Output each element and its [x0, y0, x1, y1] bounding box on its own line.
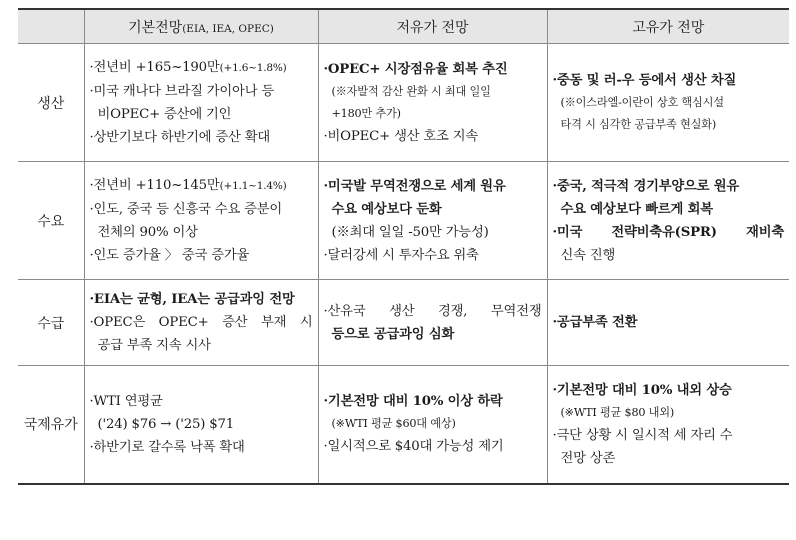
line-text: ·중국, 적극적 경기부양으로 원유	[552, 178, 740, 194]
line-text: 수요 예상보다 둔화	[331, 201, 442, 217]
line-text: ·미국 캐나다 브라질 가이아나 등	[89, 84, 275, 99]
bullet-line	[90, 198, 313, 221]
cell-low	[318, 44, 547, 162]
line-text: ·기본전망 대비 10% 이상 하락	[323, 394, 503, 410]
line-text: ·일시적으로 $40대 가능성 제기	[323, 439, 504, 455]
bullet-line	[90, 174, 313, 198]
bullet-line	[324, 300, 542, 323]
line-percent-range: (+1.1~1.4%)	[219, 180, 287, 192]
header-base-outlook-label: 기본전망	[128, 19, 183, 36]
row-supply-demand	[18, 280, 789, 366]
note-line	[553, 114, 785, 136]
cell-high	[547, 44, 789, 162]
bullet-line	[90, 436, 313, 459]
row-label: 수요	[18, 162, 84, 280]
cell-low	[318, 366, 547, 484]
line-text: (※이스라엘-이란이 상호 핵심시설	[560, 96, 724, 109]
bullet-line	[90, 103, 313, 126]
note-line	[324, 413, 542, 435]
line-text: ·EIA는 균형, IEA는 공급과잉 전망	[89, 292, 295, 307]
bullet-line	[324, 435, 542, 458]
line-text: ·전년비 +110~145만	[89, 178, 220, 193]
header-row	[18, 9, 789, 44]
line-percent-range: (+1.6~1.8%)	[219, 62, 287, 74]
cell-base	[84, 366, 318, 484]
bullet-line	[90, 390, 313, 413]
oil-outlook-table	[18, 8, 789, 485]
bullet-line	[324, 221, 542, 244]
bullet-line	[553, 379, 785, 402]
line-text: (※자발적 감산 완화 시 최대 일일	[331, 84, 491, 98]
note-line	[324, 103, 542, 125]
header-category	[18, 9, 84, 44]
bullet-line	[324, 244, 542, 267]
line-text: (※최대 일일 -50만 가능성)	[331, 224, 489, 240]
cell-high	[547, 366, 789, 484]
bullet-line	[90, 221, 313, 244]
line-text: ('24) $76 → ('25) $71	[97, 416, 235, 432]
line-text: ·산유국 생산 경쟁, 무역전쟁	[323, 303, 542, 319]
bullet-line	[324, 175, 542, 198]
bullet-line	[553, 311, 785, 334]
bullet-line	[324, 125, 542, 148]
line-text: ·극단 상황 시 일시적 세 자리 수	[552, 427, 733, 443]
bullet-line	[324, 58, 542, 81]
note-line	[553, 402, 785, 424]
line-text: ·하반기로 갈수록 낙폭 확대	[89, 439, 245, 455]
bullet-line	[90, 334, 313, 357]
line-text: 공급 부족 지속 시사	[97, 338, 211, 353]
line-text: ·인도 증가율 〉 중국 증가율	[89, 248, 250, 263]
bullet-line	[553, 221, 785, 244]
bullet-line	[553, 447, 785, 470]
row-demand	[18, 162, 789, 280]
line-text: 비OPEC+ 증산에 기인	[97, 107, 232, 122]
line-text: ·인도, 중국 등 신흥국 수요 증분이	[89, 202, 283, 217]
line-text: 타격 시 심각한 공급부족 현실화)	[560, 118, 716, 131]
bullet-line	[90, 244, 313, 267]
line-text: (※WTI 평균 $80 내외)	[560, 405, 675, 419]
note-line	[553, 92, 785, 114]
line-text: ·중동 및 러-우 등에서 생산 차질	[552, 73, 737, 88]
row-label: 생산	[18, 44, 84, 162]
bullet-line	[324, 323, 542, 346]
bullet-line	[553, 69, 785, 92]
line-text: ·전년비 +165~190만	[89, 60, 220, 75]
cell-low	[318, 162, 547, 280]
cell-high	[547, 162, 789, 280]
line-text: (※WTI 평균 $60대 예상)	[331, 417, 456, 431]
line-text: ·비OPEC+ 생산 호조 지속	[323, 128, 478, 144]
bullet-line	[553, 175, 785, 198]
line-text: ·OPEC은 OPEC+ 증산 부재 시	[89, 315, 313, 330]
header-high-price-outlook: 고유가 전망	[547, 9, 789, 44]
line-text: ·상반기보다 하반기에 증산 확대	[89, 130, 270, 145]
cell-base	[84, 44, 318, 162]
row-label: 수급	[18, 280, 84, 366]
cell-high	[547, 280, 789, 366]
line-text: 수요 예상보다 빠르게 회복	[560, 201, 713, 217]
header-base-outlook-sources: (EIA, IEA, OPEC)	[182, 22, 274, 35]
row-production	[18, 44, 789, 162]
bullet-line	[553, 244, 785, 267]
bullet-line	[90, 413, 313, 436]
cell-base	[84, 162, 318, 280]
row-label: 국제유가	[18, 366, 84, 484]
line-text: 신속 진행	[560, 247, 616, 263]
cell-low	[318, 280, 547, 366]
line-text: ·WTI 연평균	[89, 393, 163, 409]
bullet-line	[90, 80, 313, 103]
line-text: ·OPEC+ 시장점유율 회복 추진	[323, 61, 508, 77]
bullet-line	[90, 288, 313, 311]
line-text: ·미국발 무역전쟁으로 세계 원유	[323, 178, 506, 194]
header-base-outlook	[84, 9, 318, 44]
line-text: +180만 추가)	[331, 106, 401, 120]
bullet-line	[324, 198, 542, 221]
line-text: ·달러강세 시 투자수요 위축	[323, 247, 479, 263]
bullet-line	[90, 56, 313, 80]
line-text: 전망 상존	[560, 450, 616, 466]
note-line	[324, 81, 542, 103]
line-text: 등으로 공급과잉 심화	[331, 326, 455, 342]
line-text: ·미국 전략비축유(SPR) 재비축	[552, 224, 784, 240]
bullet-line	[553, 198, 785, 221]
bullet-line	[553, 424, 785, 447]
bullet-line	[90, 126, 313, 149]
line-text: 전체의 90% 이상	[97, 225, 198, 240]
bullet-line	[324, 390, 542, 413]
line-text: ·기본전망 대비 10% 내외 상승	[552, 382, 732, 398]
bullet-line	[90, 311, 313, 334]
header-low-price-outlook: 저유가 전망	[318, 9, 547, 44]
line-text: ·공급부족 전환	[552, 315, 638, 330]
row-oil-price	[18, 366, 789, 484]
cell-base	[84, 280, 318, 366]
